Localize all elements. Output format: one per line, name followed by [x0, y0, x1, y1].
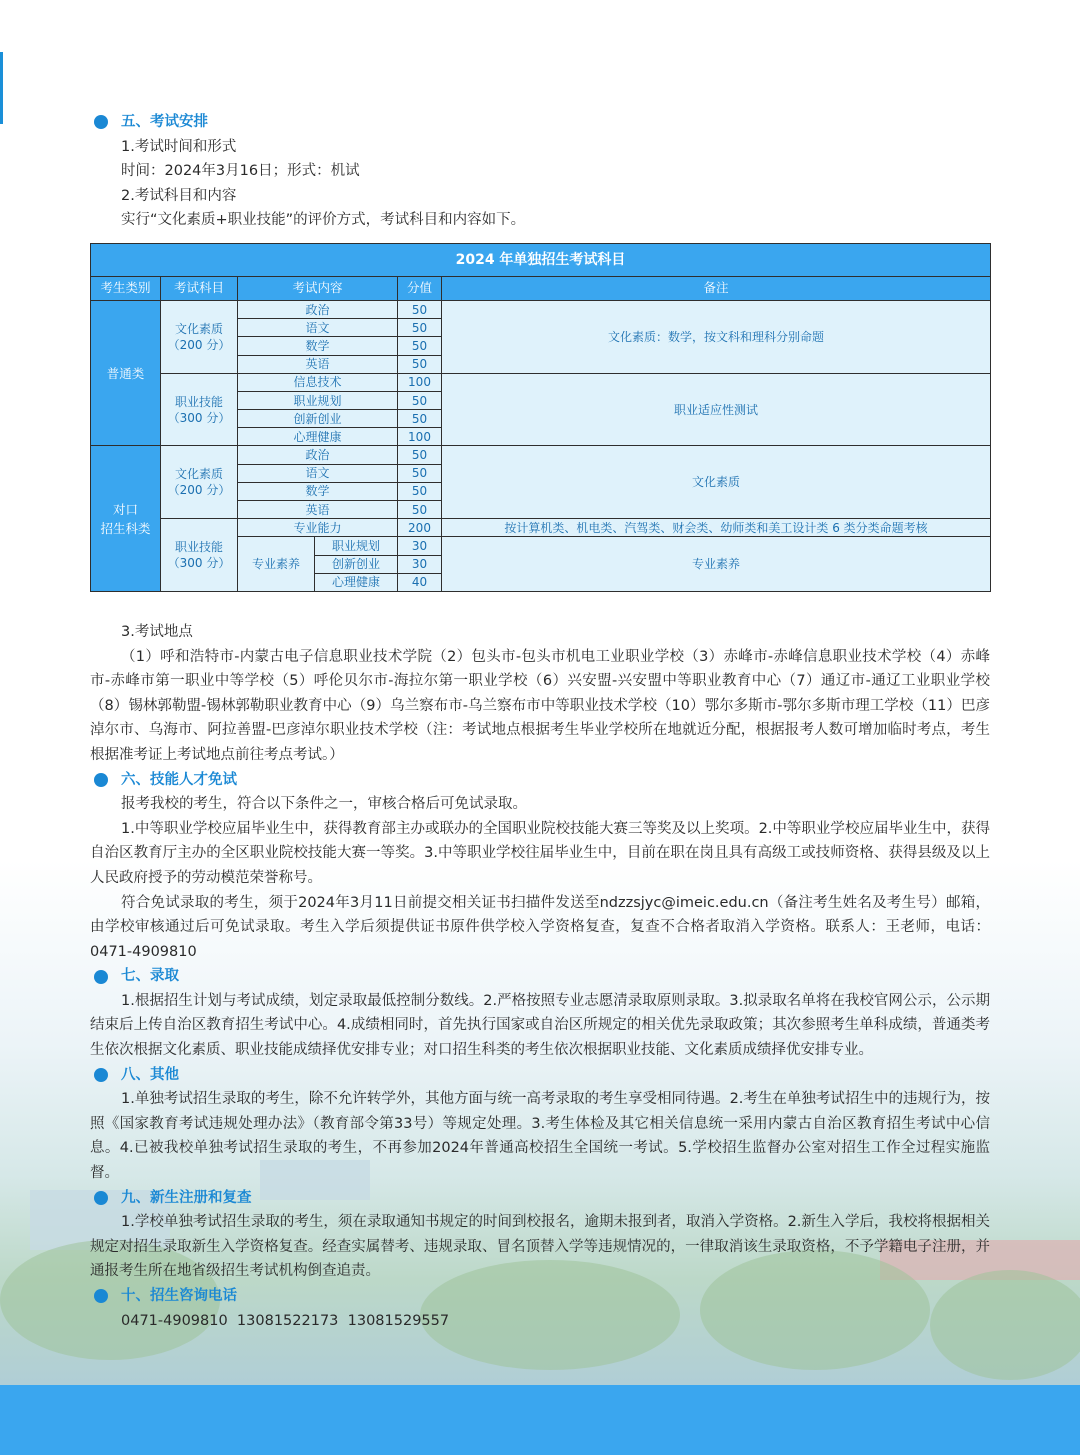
- paragraph: 1.学校单独考试招生录取的考生，须在录取通知书规定的时间到校报名，逾期未报到者，取消入学资格。2.新生入学后，我校将根据相关规定对招生录取新生入学资格复查。经查实属替考、违规录取、冒名顶替入学等违规情况的，一律取消该生录取资格，不予学籍电子注册，并通报考生所在地省级招生考试机构倒查追责。: [90, 1214, 990, 1280]
- paragraph: 报考我校的考生，符合以下条件之一，审核合格后可免试录取。: [121, 796, 527, 813]
- section-5-heading: [90, 110, 990, 135]
- exam-subject-heading: 2.考试科目和内容: [121, 187, 237, 204]
- bullet-dot-icon: [94, 970, 108, 984]
- table-cell-score: 50: [398, 464, 442, 482]
- subject-skill-name: 职业技能: [174, 540, 223, 555]
- table-cell-content: 专业能力: [238, 519, 398, 537]
- table-cell-content: 信息技术: [238, 373, 398, 391]
- footer-band: [0, 1385, 1080, 1455]
- table-cell-pro-quality: 专业素养: [238, 537, 315, 592]
- section-title: 五、考试安排: [121, 114, 208, 130]
- exam-subject-table: [90, 243, 991, 592]
- table-cell-score: 30: [398, 555, 442, 573]
- table-cell-content: 政治: [238, 300, 398, 318]
- table-cell-score: 50: [398, 482, 442, 500]
- section-title: 七、录取: [121, 968, 179, 985]
- subject-skill-name: 职业技能: [174, 394, 223, 409]
- table-cell-content: 数学: [238, 482, 398, 500]
- header-content: 考试内容: [238, 276, 398, 300]
- left-edge-accent: [0, 52, 3, 124]
- table-cell-score: 200: [398, 519, 442, 537]
- table-cell-score: 100: [398, 428, 442, 446]
- subject-culture-name: 文化素质: [174, 321, 223, 336]
- table-cell-remark: 按计算机类、机电类、汽驾类、财会类、幼师类和美工设计类 6 类分类命题考核: [442, 519, 991, 537]
- table-cell-content: 创新创业: [238, 410, 398, 428]
- table-cell-score: 50: [398, 501, 442, 519]
- subject-skill: [161, 373, 238, 446]
- table-cell-score: 50: [398, 410, 442, 428]
- table-cell-content: 职业规划: [238, 391, 398, 409]
- bullet-dot-icon: [94, 1068, 108, 1082]
- header-score: 分值: [398, 276, 442, 300]
- paragraph: 符合免试录取的考生，须于2024年3月11日前提交相关证书扫描件发送至ndzzsjyc@imeic.edu.cn（备注考生姓名及考生号）邮箱，由学校审核通过后可免试录取。考生入学后须提供证书原件供学校入学资格复查，复查不合格者取消入学资格。联系人：王老师，电话：0471-4909810: [90, 894, 990, 960]
- section-9-heading: [90, 1186, 990, 1211]
- subject-culture: [161, 300, 238, 373]
- subject-culture-score: （200 分）: [167, 483, 231, 498]
- table-cell-score: 50: [398, 337, 442, 355]
- section-title: 六、技能人才免试: [121, 771, 237, 788]
- exam-location-text: （1）呼和浩特市-内蒙古电子信息职业技术学院（2）包头市-包头市机电工业职业学校（3）赤峰市-赤峰信息职业技术学校（4）赤峰市-赤峰市第一职业中等学校（5）呼伦贝尔市-海拉尔第一职业学校（6）兴安盟-兴安盟中等职业教育中心（7）通辽市-通辽工业职业学校（8）锡林郭勒盟-锡林郭勒职业教育中心（9）乌兰察布市-乌兰察布市中等职业技术学校（10）鄂尔多斯市-鄂尔多斯市理工学校（11）巴彦淖尔市、乌海市、阿拉善盟-巴彦淖尔职业技术学校（注：考试地点根据考生毕业学校所在地就近分配，根据报考人数可增加临时考点，考生根据准考证上考试地点前往考点考试。）: [90, 648, 990, 763]
- table-cell-score: 50: [398, 391, 442, 409]
- table-title: 2024 年单独招生考试科目: [91, 243, 991, 276]
- subject-culture: [161, 446, 238, 519]
- table-cell-score: 100: [398, 373, 442, 391]
- bullet-dot-icon: [94, 1289, 108, 1303]
- exam-time-text: 时间：2024年3月16日；形式：机试: [121, 163, 360, 180]
- table-cell-content: 政治: [238, 446, 398, 464]
- table-cell-remark: 文化素质：数学，按文科和理科分别命题: [442, 300, 991, 373]
- section-6-heading: [90, 768, 990, 793]
- category-duikou-line2: 招生科类: [100, 520, 151, 536]
- section-title: 八、其他: [121, 1066, 179, 1083]
- section-7-heading: [90, 964, 990, 989]
- bullet-dot-icon: [94, 773, 108, 787]
- table-cell-content: 心理健康: [315, 573, 398, 591]
- subject-skill: [161, 519, 238, 592]
- table-cell-content: 语文: [238, 319, 398, 337]
- table-cell-remark: 文化素质: [442, 446, 991, 519]
- phone-numbers: 0471-4909810 13081522173 13081529557: [121, 1312, 450, 1329]
- table-cell-content: 职业规划: [315, 537, 398, 555]
- table-cell-content: 语文: [238, 464, 398, 482]
- subject-skill-score: （300 分）: [167, 410, 231, 425]
- table-cell-remark: 专业素养: [442, 537, 991, 592]
- bullet-dot-icon: [94, 1191, 108, 1205]
- table-cell-score: 50: [398, 446, 442, 464]
- table-cell-score: 50: [398, 300, 442, 318]
- section-8-heading: [90, 1063, 990, 1088]
- section-title: 九、新生注册和复查: [121, 1189, 252, 1206]
- section-10-heading: [90, 1284, 990, 1309]
- section-title: 十、招生咨询电话: [121, 1288, 237, 1304]
- category-putong: 普通类: [91, 300, 161, 446]
- paragraph: 1.根据招生计划与考试成绩，划定录取最低控制分数线。2.严格按照专业志愿清录取原则录取。3.拟录取名单将在我校官网公示，公示期结束后上传自治区教育招生考试中心。4.成绩相同时，首先执行国家或自治区所规定的相关优先录取政策；其次参照考生单科成绩，普通类考生依次根据文化素质、职业技能成绩择优安排专业；对口招生科类的考生依次根据职业技能、文化素质成绩择优安排专业。: [90, 992, 990, 1059]
- table-cell-content: 英语: [238, 355, 398, 373]
- exam-time-heading: 1.考试时间和形式: [121, 138, 237, 155]
- bullet-dot-icon: [94, 115, 108, 129]
- exam-subject-text: 实行“文化素质+职业技能”的评价方式，考试科目和内容如下。: [121, 212, 526, 229]
- table-cell-content: 心理健康: [238, 428, 398, 446]
- table-cell-score: 50: [398, 319, 442, 337]
- header-remark: 备注: [442, 276, 991, 300]
- table-cell-content: 创新创业: [315, 555, 398, 573]
- subject-skill-score: （300 分）: [167, 556, 231, 571]
- subject-culture-score: （200 分）: [167, 337, 231, 352]
- paragraph: 1.中等职业学校应届毕业生中，获得教育部主办或联办的全国职业院校技能大赛三等奖及以上奖项。2.中等职业学校应届毕业生中，获得自治区教育厅主办的全区职业院校技能大赛一等奖。3.中等职业学校往届毕业生中，目前在职在岗且具有高级工或技师资格、获得县级及以上人民政府授予的劳动模范荣誉称号。: [90, 820, 990, 886]
- table-cell-score: 50: [398, 355, 442, 373]
- table-cell-score: 40: [398, 573, 442, 591]
- subject-culture-name: 文化素质: [174, 467, 223, 482]
- table-cell-score: 30: [398, 537, 442, 555]
- table-cell-remark: 职业适应性测试: [442, 373, 991, 446]
- category-duikou-line1: 对口: [112, 501, 138, 517]
- header-category: 考生类别: [91, 276, 161, 300]
- header-subject: 考试科目: [161, 276, 238, 300]
- paragraph: 1.单独考试招生录取的考生，除不允许转学外，其他方面与统一高考录取的考生享受相同待遇。2.考生在单独考试招生中的违规行为，按照《国家教育考试违规处理办法》（教育部令第33号）等规定处理。3.考生体检及其它相关信息统一采用内蒙古自治区教育招生考试中心信息。4.已被我校单独考试招生录取的考生，不再参加2024年普通高校招生全国统一考试。5.学校招生监督办公室对招生工作全过程实施监督。: [90, 1091, 990, 1182]
- document-body: [90, 110, 990, 1333]
- exam-location-heading: 3.考试地点: [121, 623, 193, 640]
- category-duikou: [91, 446, 161, 592]
- table-cell-content: 英语: [238, 501, 398, 519]
- table-cell-content: 数学: [238, 337, 398, 355]
